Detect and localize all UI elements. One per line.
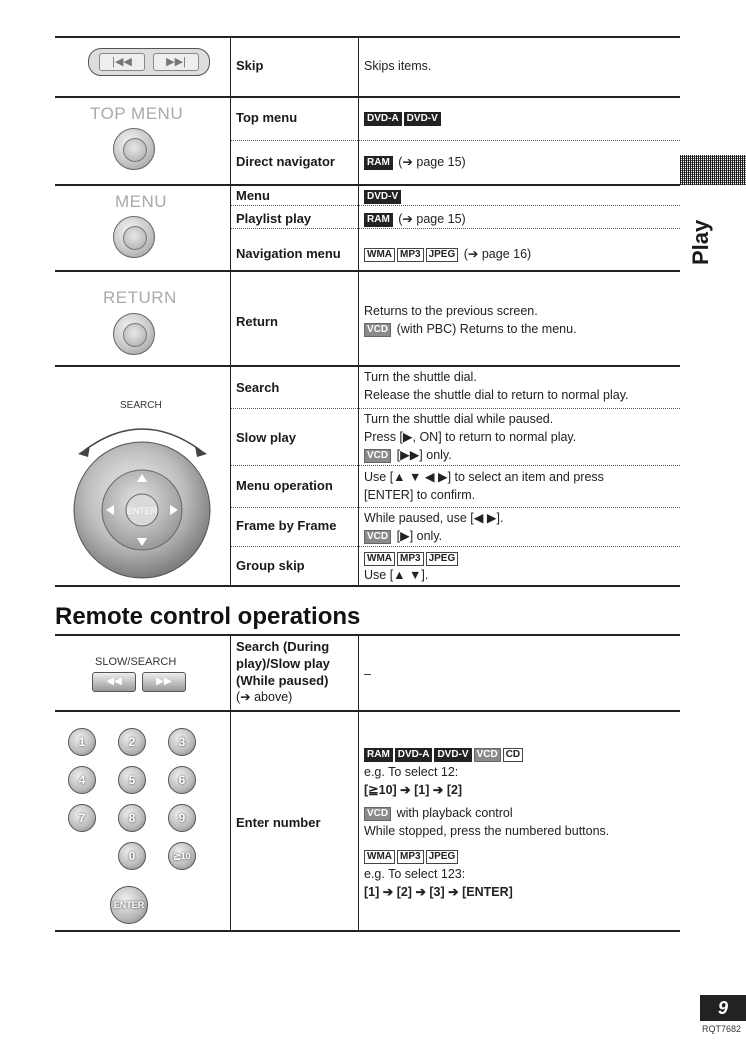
remote-search-line3: (While paused) [236, 673, 329, 688]
row-divider [230, 140, 680, 141]
row-divider [230, 228, 680, 229]
slow-name: Slow play [236, 430, 296, 445]
return-line1: Returns to the previous screen. [364, 304, 538, 318]
number-8-button-icon: 8 [118, 804, 146, 832]
nav-menu-name: Navigation menu [236, 246, 341, 261]
row-divider [230, 465, 680, 466]
column-divider [358, 634, 359, 930]
disc-tag: JPEG [426, 552, 459, 566]
skip-button-illustration [88, 48, 210, 76]
nav-menu-desc [364, 246, 531, 262]
return-label: RETURN [103, 288, 177, 307]
table-top-border [55, 36, 680, 38]
top-menu-label: TOP MENU [90, 104, 184, 123]
enter-number-name: Enter number [236, 815, 321, 830]
row-divider [230, 546, 680, 547]
enter-number-l3 [364, 805, 513, 821]
disc-tag: DVD-A [364, 112, 402, 126]
row-divider [230, 408, 680, 409]
remote-search-line4: (➔ above) [236, 690, 293, 704]
disc-tag: JPEG [426, 248, 459, 262]
disc-tag: RAM [364, 748, 393, 762]
model-number: RQT7682 [702, 1024, 742, 1034]
number-3-button-icon: 3 [168, 728, 196, 756]
remote-search-desc: – [364, 667, 371, 681]
column-divider [230, 634, 231, 930]
enter-number-tags3 [364, 848, 460, 864]
frame-line2 [364, 528, 442, 544]
search-line2: Release the shuttle dial to return to normal play. [364, 388, 629, 402]
number-4-button-icon: 4 [68, 766, 96, 794]
row-divider [230, 507, 680, 508]
row-divider [55, 365, 680, 367]
section-title: Remote control operations [55, 603, 361, 630]
page-number: 9 [700, 995, 746, 1021]
frame-name: Frame by Frame [236, 518, 337, 533]
table-bottom-border [55, 930, 680, 932]
disc-tag: MP3 [397, 850, 424, 864]
menu-label: MENU [115, 192, 168, 211]
enter-label: ENTER [126, 506, 158, 516]
remote-search-line2: play)/Slow play [236, 656, 330, 671]
top-menu-button-icon [113, 128, 155, 170]
menu-tags [364, 188, 403, 204]
skip-back-icon: |◀◀ [99, 53, 145, 71]
slow-forward-icon: ▶▶ [142, 672, 186, 692]
shuttle-dial-icon [60, 410, 225, 580]
return-name: Return [236, 314, 278, 329]
enter-number-tags [364, 746, 525, 762]
enter-button-icon: ENTER [110, 886, 148, 924]
row-divider [55, 710, 680, 712]
disc-tag: CD [503, 748, 523, 762]
table-top-border [55, 634, 680, 636]
group-tags [364, 550, 460, 566]
disc-tag: VCD [364, 323, 391, 337]
group-line2: Use [▲ ▼]. [364, 568, 429, 582]
slow-rewind-icon: ◀◀ [92, 672, 136, 692]
direct-nav-desc [364, 154, 466, 170]
side-tab-label: Play [688, 219, 713, 265]
search-line1: Turn the shuttle dial. [364, 370, 477, 384]
number-6-button-icon: 6 [168, 766, 196, 794]
disc-tag: MP3 [397, 248, 424, 262]
disc-tag: WMA [364, 248, 395, 262]
top-menu-name: Top menu [236, 110, 298, 125]
column-divider [358, 36, 359, 585]
group-name: Group skip [236, 558, 305, 573]
disc-tag: WMA [364, 552, 395, 566]
disc-tag: WMA [364, 850, 395, 864]
enter-number-l2: [≧10] ➔ [1] ➔ [2] [364, 783, 463, 797]
disc-tag: JPEG [426, 850, 459, 864]
slow-line2: Press [▶, ON] to return to normal play. [364, 430, 577, 444]
menu-op-name: Menu operation [236, 478, 333, 493]
disc-tag: RAM [364, 213, 393, 227]
row-divider [55, 270, 680, 272]
number-7-button-icon: 7 [68, 804, 96, 832]
disc-tag: VCD [364, 530, 391, 544]
side-tab-pattern-overlay [680, 155, 746, 185]
return-line2 [364, 321, 577, 337]
playlist-ref: (➔ page 15) [398, 212, 466, 226]
enter-number-l6: [1] ➔ [2] ➔ [3] ➔ [ENTER] [364, 885, 513, 899]
number-10plus-button-icon: ≧10 [168, 842, 196, 870]
remote-search-name [236, 638, 330, 706]
enter-number-l1: e.g. To select 12: [364, 765, 459, 779]
direct-nav-name: Direct navigator [236, 154, 335, 169]
nav-menu-ref: (➔ page 16) [463, 247, 532, 261]
disc-tag: VCD [474, 748, 501, 762]
skip-forward-icon: ▶▶| [153, 53, 199, 71]
enter-number-l3-text: with playback control [396, 806, 513, 820]
disc-tag: MP3 [397, 552, 424, 566]
row-divider [230, 205, 680, 206]
skip-name: Skip [236, 58, 264, 73]
enter-number-l5: e.g. To select 123: [364, 867, 466, 881]
frame-desc: [▶] only. [396, 529, 443, 543]
search-label: SEARCH [120, 400, 162, 411]
disc-tag: DVD-A [395, 748, 433, 762]
playlist-name: Playlist play [236, 211, 312, 226]
disc-tag: DVD-V [404, 112, 441, 126]
direct-nav-ref: (➔ page 15) [398, 155, 466, 169]
slow-desc: [▶▶] only. [396, 448, 452, 462]
disc-tag: VCD [364, 807, 391, 821]
slow-search-label: SLOW/SEARCH [95, 656, 177, 668]
return-button-icon [113, 313, 155, 355]
return-desc: (with PBC) Returns to the menu. [396, 322, 577, 336]
number-9-button-icon: 9 [168, 804, 196, 832]
menu-button-icon [113, 216, 155, 258]
number-0-button-icon: 0 [118, 842, 146, 870]
skip-desc: Skips items. [364, 59, 432, 73]
remote-search-line1: Search (During [236, 639, 330, 654]
slow-line1: Turn the shuttle dial while paused. [364, 412, 554, 426]
playlist-desc [364, 211, 466, 227]
menu-op-line1: Use [▲ ▼ ◀ ▶] to select an item and press [364, 470, 604, 484]
enter-number-l4: While stopped, press the numbered buttons. [364, 824, 610, 838]
disc-tag: DVD-V [364, 190, 401, 204]
disc-tag: VCD [364, 449, 391, 463]
row-divider [55, 184, 680, 186]
column-divider [230, 36, 231, 585]
number-1-button-icon: 1 [68, 728, 96, 756]
disc-tag: RAM [364, 156, 393, 170]
menu-op-line2: [ENTER] to confirm. [364, 488, 476, 502]
disc-tag: DVD-V [434, 748, 471, 762]
top-menu-tags [364, 110, 443, 126]
table-bottom-border [55, 585, 680, 587]
slow-line3 [364, 447, 452, 463]
search-name: Search [236, 380, 280, 395]
number-5-button-icon: 5 [118, 766, 146, 794]
row-divider [55, 96, 680, 98]
menu-name: Menu [236, 188, 270, 203]
frame-line1: While paused, use [◀ ▶]. [364, 511, 504, 525]
number-2-button-icon: 2 [118, 728, 146, 756]
